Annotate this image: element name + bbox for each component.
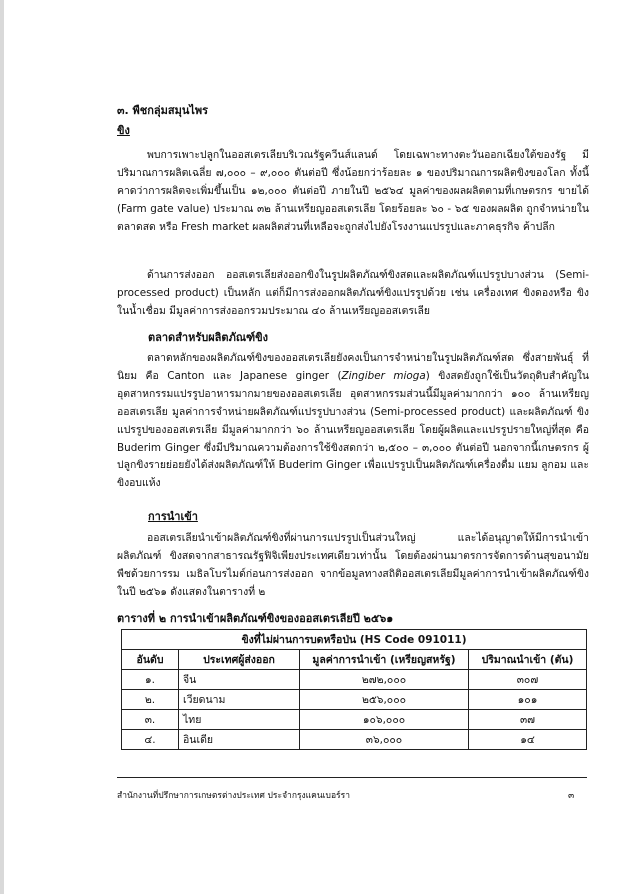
market-paragraph-block	[117, 350, 589, 493]
cell-country: อินเดีย	[179, 730, 300, 750]
cell-country: เวียดนาม	[179, 690, 300, 710]
paragraph-export: ด้านการส่งออก ออสเตรเลียส่งออกขิงในรูปผลิตภัณฑ์ขิงสดและผลิตภัณฑ์แปรรูปบางส่วน (Semi-processed product) เป็นหลัก แต่ก็มีการส่งออกผลิตภัณฑ์ขิงแปรรูปด้วย เช่น เครื่องเทศ ขิงดองหรือ ขิงในน้ำเชื่อม มีมูลค่าการส่งออกรวมประมาณ ๔๐ ล้านเหรียญออสเตรเลีย	[117, 269, 589, 317]
import-heading: การนำเข้า	[148, 510, 198, 523]
page-number: ๓	[568, 791, 575, 801]
para3-part-a: ตลาดหลักของผลิตภัณฑ์ขิงของออสเตรเลียยังคงเป็นการจำหน่ายในรูปผลิตภัณฑ์สด ซึ่งสายพันธุ์ ที่นิยม คือ Canton และ Japanese ginger (	[117, 352, 589, 382]
import-paragraph-block	[117, 530, 589, 602]
cell-rank: ๓.	[122, 710, 179, 730]
export-paragraph-block	[117, 267, 589, 321]
market-heading: ตลาดสำหรับผลิตภัณฑ์ขิง	[148, 331, 269, 344]
paragraph-market	[117, 350, 589, 493]
cell-value: ๒๗๒,๐๐๐	[300, 670, 469, 690]
cell-volume: ๓๐๗	[469, 670, 587, 690]
table-group-header-row	[122, 630, 587, 650]
col-volume-header: ปริมาณนำเข้า (ตัน)	[469, 650, 587, 670]
cell-volume: ๑๔	[469, 730, 587, 750]
col-value-header: มูลค่าการนำเข้า (เหรียญสหรัฐ)	[300, 650, 469, 670]
table-group-header: ขิงที่ไม่ผ่านการบดหรือป่น (HS Code 091011)	[122, 630, 587, 650]
cell-volume: ๑๐๑	[469, 690, 587, 710]
cell-country: จีน	[179, 670, 300, 690]
paragraph-production: พบการเพาะปลูกในออสเตรเลียบริเวณรัฐควีนส์แลนด์ โดยเฉพาะทางตะวันออกเฉียงใต้ของรัฐ มีปริมาณการผลิตเฉลี่ย ๗,๐๐๐ – ๙,๐๐๐ ตันต่อปี ซึ่งน้อยกว่าร้อยละ ๑ ของปริมาณการผลิตขิงของโลก ทั้งนี้ คาดว่าการผลิตจะเพิ่มขึ้นเป็น ๑๒,๐๐๐ ตันต่อปี ภายในปี ๒๕๖๔ มูลค่าของผลผลิตตามที่เกษตรกร ขายได้ (Farm gate value) ประมาณ ๓๒ ล้านเหรียญออสเตรเลีย โดยร้อยละ ๖๐ - ๖๕ ของผลผลิต ถูกจำหน่ายในตลาดสด หรือ Fresh market ผลผลิตส่วนที่เหลือจะถูกส่งไปยังโรงงานแปรรูปและภาคธุรกิจ ค้าปลีก	[117, 149, 589, 233]
table-row	[122, 710, 587, 730]
scan-edge-shadow	[0, 0, 4, 894]
footer-divider	[117, 777, 587, 778]
cell-volume: ๓๗	[469, 710, 587, 730]
table-row	[122, 730, 587, 750]
cell-country: ไทย	[179, 710, 300, 730]
col-country-header: ประเทศผู้ส่งออก	[179, 650, 300, 670]
paragraph-import: ออสเตรเลียนำเข้าผลิตภัณฑ์ขิงที่ผ่านการแปรรูปเป็นส่วนใหญ่ และได้อนุญาตให้มีการนำเข้าผลิตภัณฑ์ ขิงสดจากสาธารณรัฐฟิจิเพียงประเทศเดียวเท่านั้น โดยต้องผ่านมาตรการจัดการด้านสุขอนามัยพืชด้วยการรม เมธิลโบรไมด์ก่อนการส่งออก จากข้อมูลทางสถิติออสเตรเลียมีมูลค่าการนำเข้าผลิตภัณฑ์ขิงในปี ๒๕๖๑ ดังแสดงในตารางที่ ๒	[117, 532, 589, 598]
cell-value: ๑๐๖,๐๐๐	[300, 710, 469, 730]
cell-rank: ๑.	[122, 670, 179, 690]
table-row	[122, 690, 587, 710]
table-caption: ตารางที่ ๒ การนำเข้าผลิตภัณฑ์ขิงของออสเตรเลียปี ๒๕๖๑	[117, 612, 394, 625]
para3-part-b: ) ขิงสดยังถูกใช้เป็นวัตถุดิบสำคัญใน อุตสาหกรรมแปรรูปอาหารมากมายของออสเตรเลีย อุตสาหกรรมส่วนนี้มีมูลค่ามากกว่า ๑๐๐ ล้านเหรียญ ออสเตรเลีย มูลค่าการจำหน่ายผลิตภัณฑ์แปรรูปบางส่วน (Semi-processed product) และผลิตภัณฑ์ ขิงแปรรูปของออสเตรเลีย มีมูลค่ามากกว่า ๖๐ ล้านเหรียญออสเตรเลีย โดยผู้ผลิตและแปรรูปรายใหญ่ที่สุด คือ Buderim Ginger ซึ่งมีปริมาณความต้องการใช้ขิงสดกว่า ๒,๕๐๐ – ๓,๐๐๐ ตันต่อปี นอกจากนี้เกษตรกร ผู้ปลูกขิงรายย่อยยังได้ส่งผลิตภัณฑ์ให้ Buderim Ginger เพื่อแปรรูปเป็นผลิตภัณฑ์เครื่องดื่ม แยม ลูกอม และ ขิงอบแห้ง	[117, 369, 589, 490]
production-paragraph	[117, 147, 589, 237]
footer-office: สำนักงานที่ปรึกษาการเกษตรต่างประเทศ ประจำกรุงแคนเบอร์รา	[117, 791, 350, 801]
section-heading: ๓. พืชกลุ่มสมุนไพร	[117, 104, 209, 117]
scientific-name: Zingiber mioga	[341, 369, 426, 382]
cell-rank: ๒.	[122, 690, 179, 710]
table-row	[122, 670, 587, 690]
col-rank-header: อันดับ	[122, 650, 179, 670]
cell-value: ๓๖,๐๐๐	[300, 730, 469, 750]
cell-value: ๒๕๖,๐๐๐	[300, 690, 469, 710]
sub-heading-ginger: ขิง	[117, 124, 130, 137]
ginger-import-table	[121, 629, 587, 750]
table-header-row	[122, 650, 587, 670]
cell-rank: ๔.	[122, 730, 179, 750]
